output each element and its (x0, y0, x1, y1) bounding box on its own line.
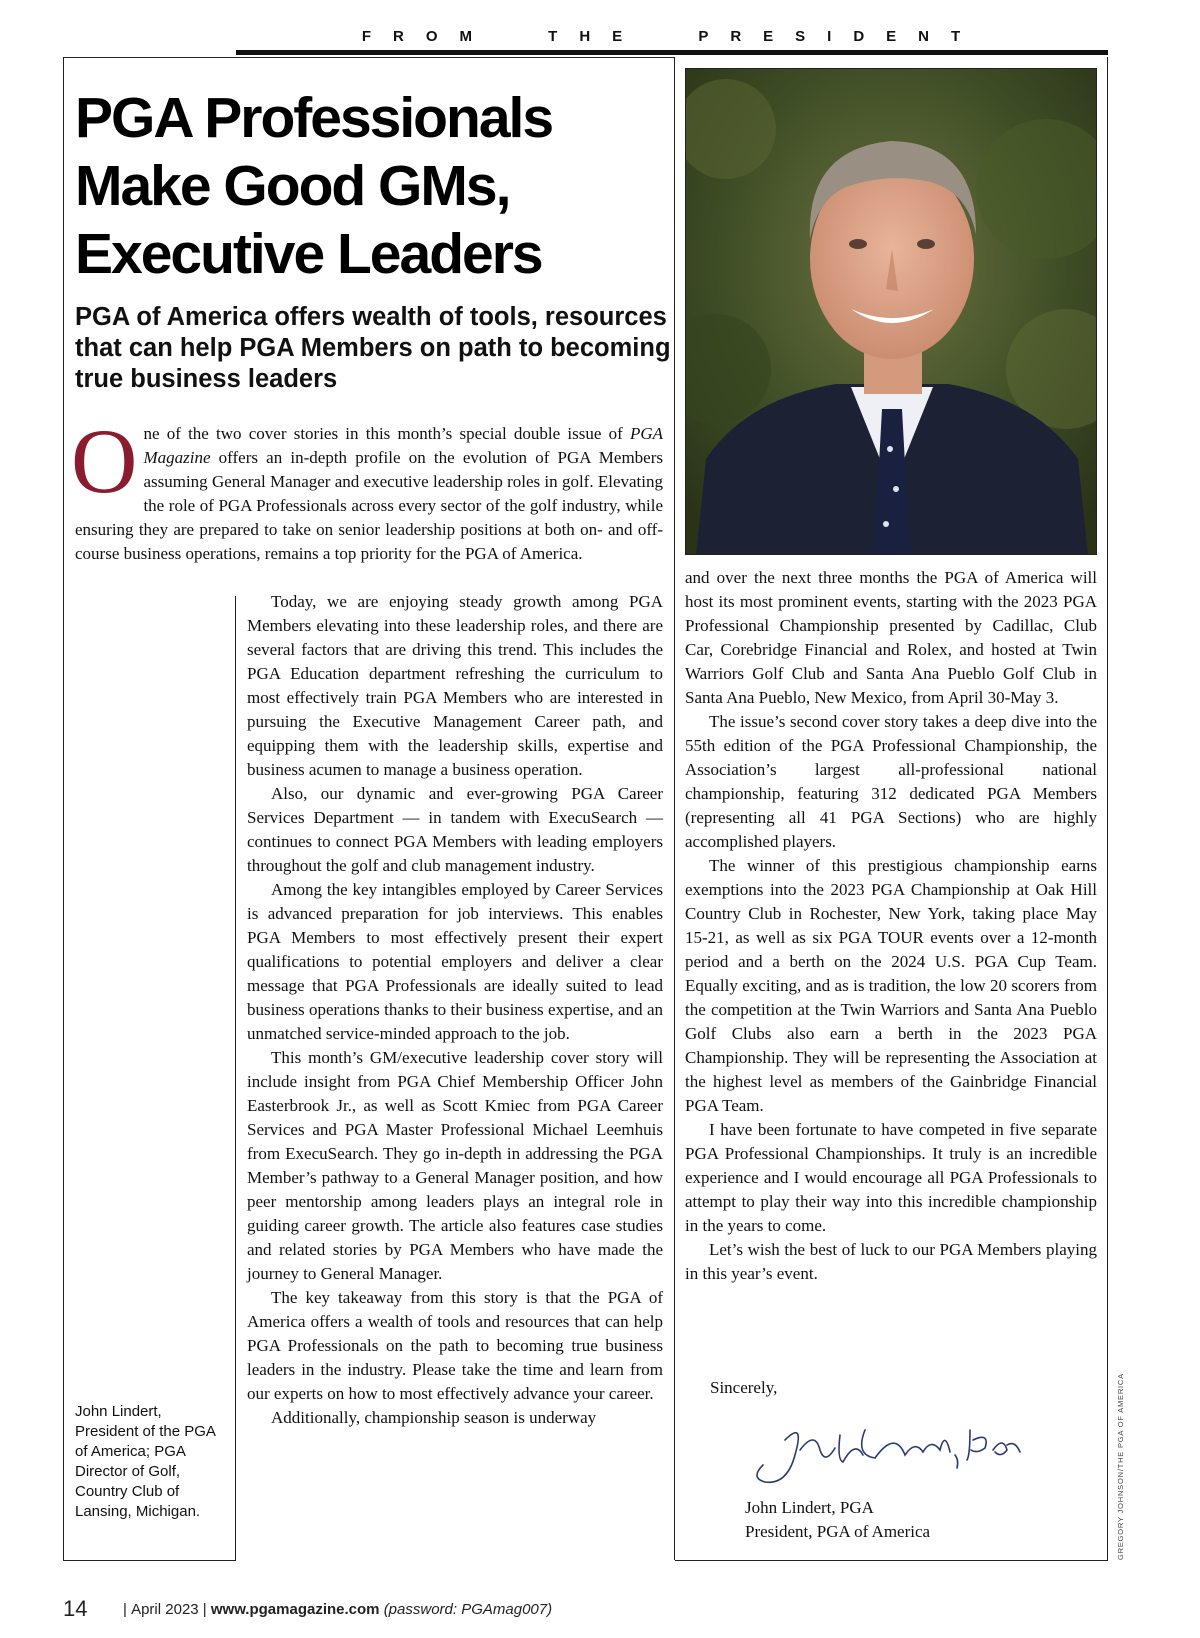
article-paragraph: Also, our dynamic and ever-growing PGA Career Services Department — in tandem with ExecuSearch — continues to connect PGA Members with leading employers throughout the golf and club management industry. (247, 784, 663, 875)
article-paragraph: The winner of this prestigious championship earns exemptions into the 2023 PGA Championship at Oak Hill Country Club in Rochester, New York, taking place May 15-21, as well as six PGA TOUR events over a 12-month period and a berth on the 2024 U.S. PGA Cup Team. Equally exciting, and as is tradition, the low 20 scorers from the competition at the Twin Warriors and Santa Ana Pueblo Golf Clubs also earn a berth in the 2023 PGA Championship. They will be representing the Association at the highest level as members of the Gainbridge Financial PGA Team. (685, 856, 1097, 1115)
article-paragraph: Among the key intangibles employed by Career Services is advanced preparation for job interviews. This enables PGA Members to most effectively present their expert qualifications to potential employers and deliver a clear message that PGA Professionals are ideally suited to lead business operations thanks to their business expertise, and an unmatched service-minded approach to the job. (247, 880, 663, 1043)
page-number: 14 (63, 1596, 88, 1621)
headline-line-2: Make Good GMs, (75, 154, 510, 218)
password-note: (password: PGAmag007) (383, 1601, 553, 1618)
signoff: Sincerely, (710, 1378, 778, 1397)
signature-name: John Lindert, PGA (745, 1498, 874, 1517)
headline (75, 84, 675, 288)
article-paragraph: Additionally, championship season is underway (271, 1408, 597, 1427)
website-link[interactable]: www.pgamagazine.com (210, 1601, 380, 1618)
headline-line-1: PGA Professionals (75, 86, 553, 150)
article-paragraph: The key takeaway from this story is that the PGA of America offers a wealth of tools and resources that can help PGA Professionals on the path to becoming true business leaders in the industry. Please take the time and learn from our experts on how to most effectively advance your career. (247, 1288, 663, 1403)
headline-line-3: Executive Leaders (75, 222, 542, 286)
magazine-title: PGA Magazine (143, 424, 663, 467)
intro-paragraph (71, 410, 663, 566)
frame-bottom-rule-left (63, 1560, 235, 1561)
portrait-illustration (686, 69, 1097, 555)
middle-column (247, 590, 663, 1430)
article-paragraph: I have been fortunate to have competed in five separate PGA Professional Championships. It truly is an incredible experience and I would encourage all PGA Professionals to attempt to play their way into this incredible championship in the years to come. (685, 1120, 1097, 1235)
article-paragraph: and over the next three months the PGA of America will host its most prominent events, starting with the 2023 PGA Professional Championship presented by Cadillac, Club Car, Corebridge Financial and Rolex, and hosted at Twin Warriors Golf Club and Santa Ana Pueblo Golf Club in Santa Ana Pueblo, New Mexico, from April 30-May 3. (685, 568, 1097, 707)
frame-bottom-rule-right (675, 1560, 1108, 1561)
photo-caption: John Lindert, President of the PGA of America; PGA Director of Golf, Country Club of Lansing, Michigan. (75, 1403, 216, 1520)
caption-divider (235, 596, 236, 1561)
signature-title: President, PGA of America (745, 1522, 931, 1541)
subhead: PGA of America offers wealth of tools, resources that can help PGA Members on path to becoming true business leaders (75, 303, 671, 393)
article-paragraph: This month’s GM/executive leadership cover story will include insight from PGA Chief Membership Officer John Easterbrook Jr., as well as Scott Kmiec from PGA Career Services and PGA Master Professional Michael Leemhuis from ExecuSearch. They go in-depth in addressing the PGA Member’s pathway to a General Manager position, and how peer mentorship among leaders plays an integral role in guiding career growth. The article also features case studies and related stories by PGA Members who have made the journey to General Manager. (247, 1048, 663, 1283)
right-column (685, 566, 1097, 1286)
handwritten-signature (745, 1400, 1025, 1500)
footer-info: | April 2023 | www.pgamagazine.com (password: PGAmag007) (123, 1601, 553, 1618)
photo-credit: GREGORY JOHNSON/THE PGA OF AMERICA (1116, 1373, 1125, 1560)
top-rule (236, 50, 1108, 55)
president-portrait-photo (685, 68, 1097, 555)
article-paragraph: The issue’s second cover story takes a deep dive into the 55th edition of the PGA Professional Championship, the Association’s largest all-professional national championship, featuring 312 dedicated PGA Members (representing all 41 PGA Sections) who are highly accomplished players. (685, 712, 1097, 851)
intro-text: ne of the two cover stories in this month’s special double issue of PGA Magazine offers an in-depth profile on the evolution of PGA Members assuming General Manager and executive leadership roles in golf. Elevating the role of PGA Professionals across every sector of the golf industry, while ensuring they are prepared to take on senior leadership positions at both on- and off-course business operations, remains a top priority for the PGA of America. (75, 424, 663, 563)
article-paragraph: Let’s wish the best of luck to our PGA Members playing in this year’s event. (685, 1240, 1097, 1283)
drop-cap: O (71, 410, 138, 512)
issue-date: April 2023 (131, 1601, 199, 1618)
signature-name-block (745, 1496, 930, 1544)
article-paragraph: Today, we are enjoying steady growth among PGA Members elevating into these leadership roles, and there are several factors that are driving this trend. This includes the PGA Education department refreshing the curriculum to most effectively train PGA Members who are interested in pursuing the Executive Management Career path, and equipping them with the leadership skills, expertise and business acumen to manage a business operation. (247, 592, 663, 779)
section-label: FROM THE PRESIDENT (361, 28, 983, 45)
